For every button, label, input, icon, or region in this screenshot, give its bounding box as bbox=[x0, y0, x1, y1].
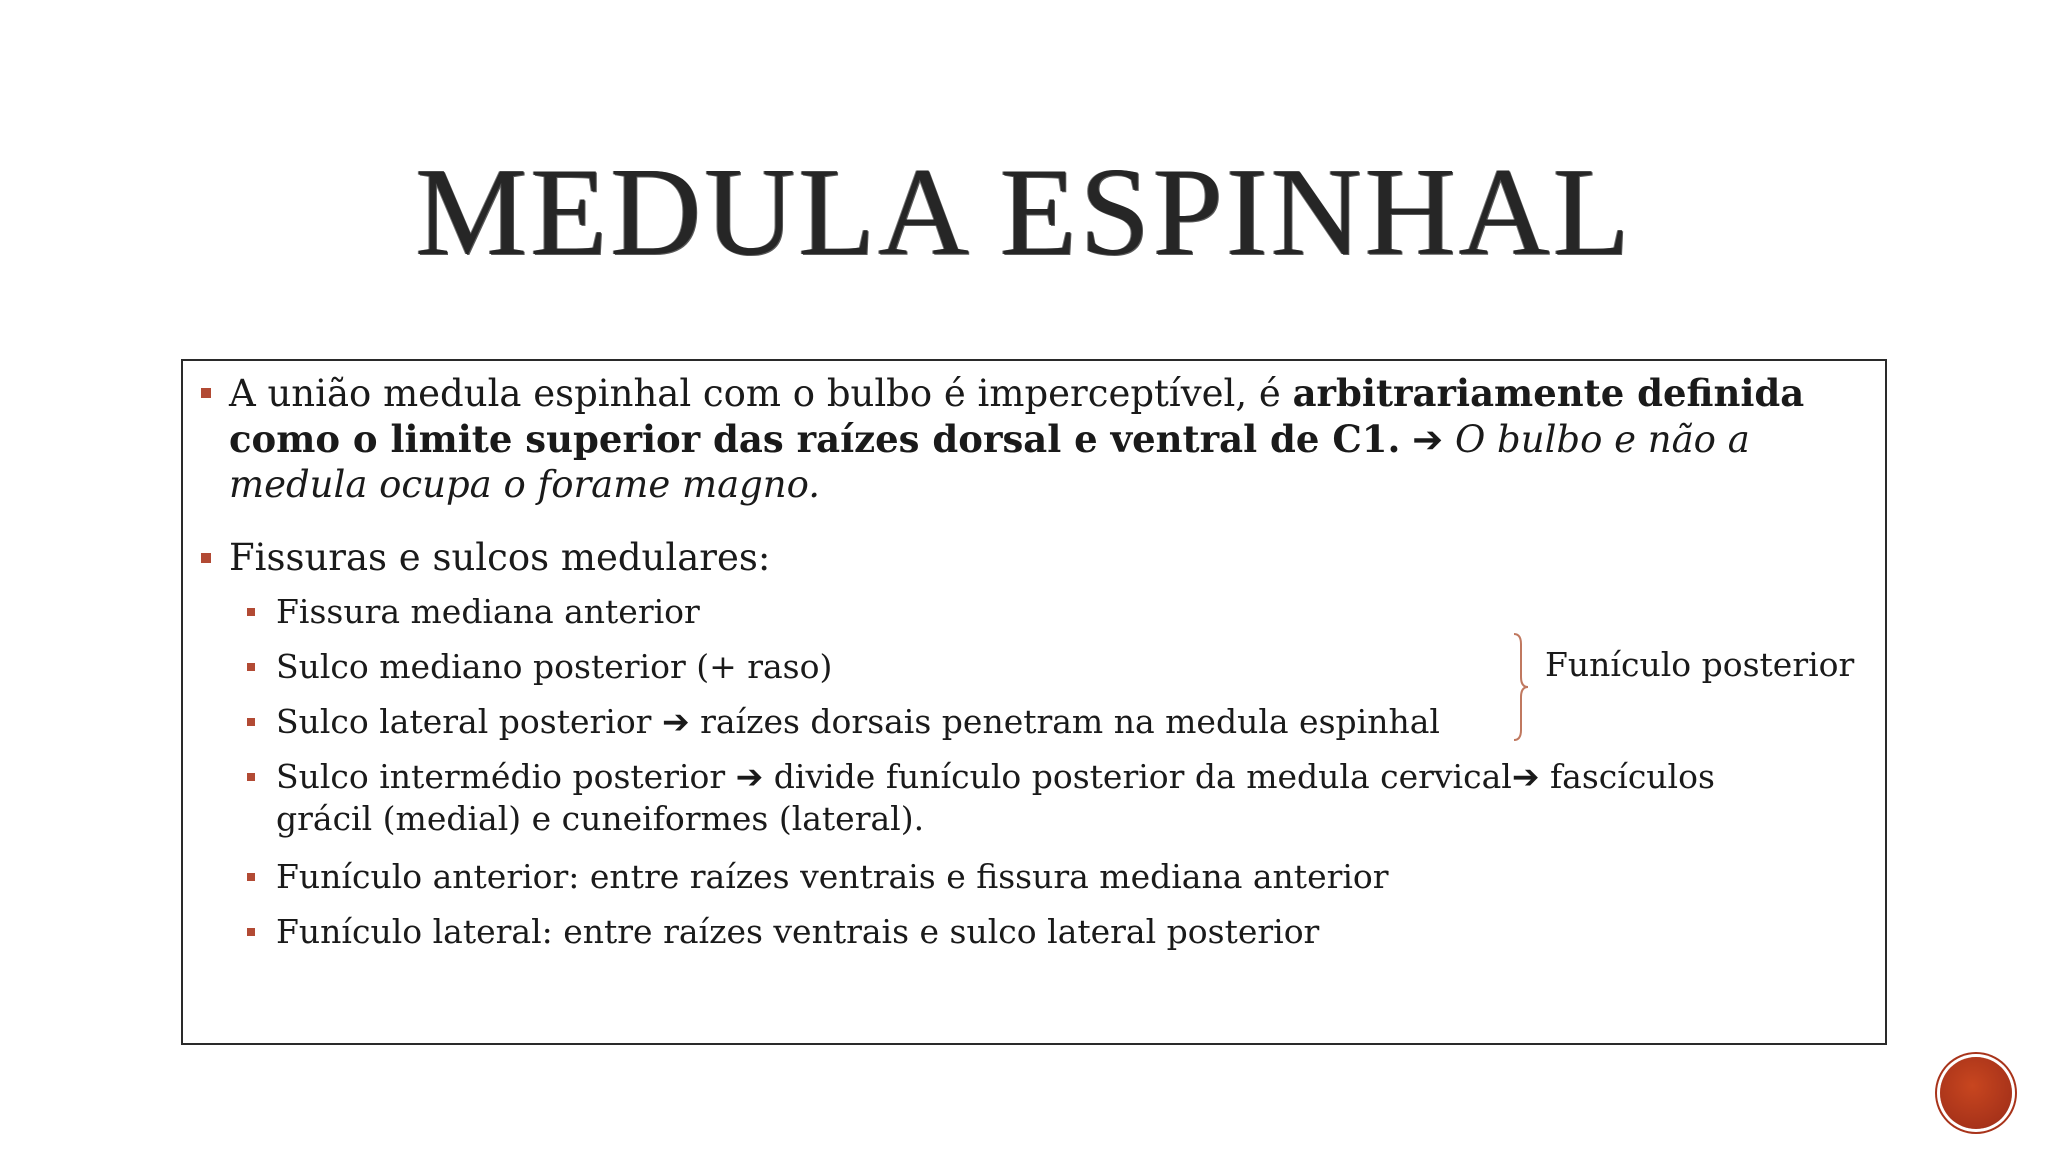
sub-item-sulco-lateral: Sulco lateral posterior ➔ raízes dorsais penetram na medula espinhal bbox=[276, 702, 1440, 741]
list-item-union bbox=[229, 370, 1804, 417]
sub-bullet-icon bbox=[247, 608, 255, 616]
list-item-union-line2 bbox=[229, 416, 1750, 463]
union-italic-1: O bulbo e não a bbox=[1454, 418, 1750, 461]
union-bold-1: arbitrariamente definida bbox=[1292, 371, 1805, 415]
union-italic-2: medula ocupa o forame magno. bbox=[229, 463, 821, 506]
sub-item-fissura-mediana: Fissura mediana anterior bbox=[276, 592, 700, 631]
union-bold-2: como o limite superior das raízes dorsal e ventral de C1. bbox=[229, 417, 1401, 461]
sub-item-sulco-intermedio-line2: grácil (medial) e cuneiformes (lateral). bbox=[276, 799, 925, 838]
next-slide-circle-icon[interactable] bbox=[1940, 1057, 2012, 1129]
sub-item-sulco-mediano: Sulco mediano posterior (+ raso) bbox=[276, 647, 833, 686]
slide-title: MEDULA ESPINHAL bbox=[415, 143, 1633, 282]
sub-bullet-icon bbox=[247, 773, 255, 781]
sub-bullet-icon bbox=[247, 873, 255, 881]
union-text: A união medula espinhal com o bulbo é imperceptível, é bbox=[229, 372, 1293, 415]
list-item-fissuras: Fissuras e sulcos medulares: bbox=[229, 536, 771, 579]
brace-label: Funículo posterior bbox=[1545, 645, 1855, 684]
sub-bullet-icon bbox=[247, 928, 255, 936]
sub-item-sulco-intermedio: Sulco intermédio posterior ➔ divide funículo posterior da medula cervical➔ fascículos bbox=[276, 757, 1715, 796]
sub-item-funiculo-lateral: Funículo lateral: entre raízes ventrais e sulco lateral posterior bbox=[276, 912, 1320, 951]
arrow-icon: ➔ bbox=[1400, 418, 1455, 461]
bullet-icon bbox=[201, 553, 211, 563]
bullet-icon bbox=[201, 388, 211, 398]
sub-bullet-icon bbox=[247, 663, 255, 671]
brace-icon bbox=[1513, 632, 1529, 742]
sub-item-funiculo-anterior: Funículo anterior: entre raízes ventrais e fissura mediana anterior bbox=[276, 857, 1389, 896]
sub-bullet-icon bbox=[247, 718, 255, 726]
list-item-union-line3 bbox=[229, 462, 820, 508]
